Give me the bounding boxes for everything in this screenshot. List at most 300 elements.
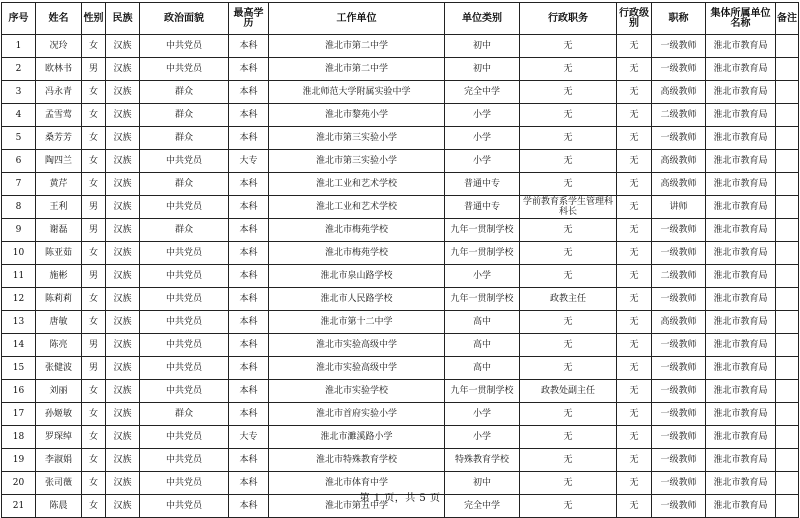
table-cell: 无 bbox=[520, 357, 617, 380]
table-row bbox=[2, 196, 799, 219]
table-cell: 无 bbox=[520, 403, 617, 426]
table-cell: 15 bbox=[2, 357, 36, 380]
table-cell: 淮北市教育局 bbox=[706, 334, 776, 357]
table-cell: 讲师 bbox=[652, 196, 706, 219]
table-cell: 李淑娟 bbox=[36, 449, 82, 472]
table-cell: 淮北市教育局 bbox=[706, 472, 776, 495]
table-cell: 汉族 bbox=[106, 35, 140, 58]
table-cell: 本科 bbox=[229, 104, 269, 127]
table-cell: 女 bbox=[82, 104, 106, 127]
table-cell: 汉族 bbox=[106, 127, 140, 150]
table-cell bbox=[776, 173, 799, 196]
table-cell: 中共党员 bbox=[140, 495, 229, 518]
table-cell: 淮北市教育局 bbox=[706, 196, 776, 219]
table-cell: 中共党员 bbox=[140, 449, 229, 472]
table-cell: 淮北市教育局 bbox=[706, 449, 776, 472]
table-cell: 无 bbox=[617, 35, 652, 58]
table-row bbox=[2, 242, 799, 265]
table-cell: 冯永青 bbox=[36, 81, 82, 104]
table-cell bbox=[776, 58, 799, 81]
table-header bbox=[2, 3, 799, 35]
table-cell bbox=[776, 288, 799, 311]
table-cell: 一级教师 bbox=[652, 127, 706, 150]
table-cell: 10 bbox=[2, 242, 36, 265]
table-cell: 无 bbox=[520, 242, 617, 265]
table-cell: 无 bbox=[520, 265, 617, 288]
table-cell: 汉族 bbox=[106, 81, 140, 104]
table-cell bbox=[776, 380, 799, 403]
column-header: 集体所属单位名称 bbox=[706, 3, 776, 35]
page-footer: 第 1 页，共 5 页 bbox=[359, 493, 441, 504]
table-cell: 普通中专 bbox=[445, 196, 520, 219]
table-cell: 男 bbox=[82, 196, 106, 219]
table-cell: 况玲 bbox=[36, 35, 82, 58]
table-cell: 女 bbox=[82, 150, 106, 173]
table-cell: 孟雪莺 bbox=[36, 104, 82, 127]
table-cell: 9 bbox=[2, 219, 36, 242]
table-cell: 唐敏 bbox=[36, 311, 82, 334]
table-cell: 汉族 bbox=[106, 150, 140, 173]
header-row bbox=[2, 3, 799, 35]
table-cell: 中共党员 bbox=[140, 334, 229, 357]
table-cell: 女 bbox=[82, 127, 106, 150]
table-cell: 汉族 bbox=[106, 426, 140, 449]
table-cell: 二级教师 bbox=[652, 265, 706, 288]
table-cell: 小学 bbox=[445, 265, 520, 288]
table-cell: 学前教育系学生管理科科长 bbox=[520, 196, 617, 219]
table-cell: 淮北市教育局 bbox=[706, 173, 776, 196]
table-cell: 本科 bbox=[229, 288, 269, 311]
table-cell: 汉族 bbox=[106, 334, 140, 357]
table-cell: 淮北市第五中学 bbox=[269, 495, 445, 518]
table-cell: 欧林书 bbox=[36, 58, 82, 81]
table-row bbox=[2, 104, 799, 127]
table-cell: 无 bbox=[617, 334, 652, 357]
table-cell: 一级教师 bbox=[652, 403, 706, 426]
table-cell bbox=[776, 334, 799, 357]
table-cell: 无 bbox=[617, 495, 652, 518]
table-cell: 陶四兰 bbox=[36, 150, 82, 173]
table-row bbox=[2, 58, 799, 81]
table-cell: 本科 bbox=[229, 380, 269, 403]
table-cell bbox=[776, 196, 799, 219]
table-cell: 女 bbox=[82, 173, 106, 196]
table-cell: 6 bbox=[2, 150, 36, 173]
table-cell bbox=[776, 242, 799, 265]
table-cell: 男 bbox=[82, 357, 106, 380]
table-cell: 高级教师 bbox=[652, 311, 706, 334]
table-cell: 无 bbox=[617, 311, 652, 334]
table-cell: 淮北市实验高级中学 bbox=[269, 334, 445, 357]
table-cell: 九年一贯制学校 bbox=[445, 380, 520, 403]
table-cell bbox=[776, 357, 799, 380]
table-cell: 无 bbox=[520, 58, 617, 81]
table-cell: 一级教师 bbox=[652, 35, 706, 58]
table-cell: 淮北市教育局 bbox=[706, 58, 776, 81]
table-cell: 本科 bbox=[229, 58, 269, 81]
table-cell: 本科 bbox=[229, 81, 269, 104]
table-cell: 王利 bbox=[36, 196, 82, 219]
table-cell: 淮北市人民路学校 bbox=[269, 288, 445, 311]
table-cell: 一级教师 bbox=[652, 449, 706, 472]
table-cell: 无 bbox=[617, 380, 652, 403]
table-cell: 九年一贯制学校 bbox=[445, 288, 520, 311]
table-cell: 本科 bbox=[229, 173, 269, 196]
table-cell: 一级教师 bbox=[652, 472, 706, 495]
table-cell: 一级教师 bbox=[652, 357, 706, 380]
table-cell: 一级教师 bbox=[652, 334, 706, 357]
table-row bbox=[2, 150, 799, 173]
table-cell: 汉族 bbox=[106, 357, 140, 380]
table-cell: 无 bbox=[617, 104, 652, 127]
table-row bbox=[2, 449, 799, 472]
table-cell bbox=[776, 426, 799, 449]
table-cell: 中共党员 bbox=[140, 265, 229, 288]
table-cell: 淮北市教育局 bbox=[706, 81, 776, 104]
table-cell bbox=[776, 104, 799, 127]
table-cell: 汉族 bbox=[106, 403, 140, 426]
table-cell: 淮北市教育局 bbox=[706, 242, 776, 265]
table-cell: 黄芹 bbox=[36, 173, 82, 196]
table-cell: 淮北市第二中学 bbox=[269, 35, 445, 58]
column-header: 行政职务 bbox=[520, 3, 617, 35]
table-cell: 女 bbox=[82, 495, 106, 518]
table-cell: 女 bbox=[82, 81, 106, 104]
table-cell: 陈莉莉 bbox=[36, 288, 82, 311]
table-cell: 无 bbox=[520, 472, 617, 495]
table-cell: 淮北市第三实验小学 bbox=[269, 127, 445, 150]
table-cell bbox=[776, 265, 799, 288]
table-cell: 小学 bbox=[445, 104, 520, 127]
table-cell: 淮北市教育局 bbox=[706, 127, 776, 150]
column-header: 性别 bbox=[82, 3, 106, 35]
column-header: 最高学历 bbox=[229, 3, 269, 35]
table-cell: 本科 bbox=[229, 472, 269, 495]
table-cell: 汉族 bbox=[106, 311, 140, 334]
table-cell: 高级教师 bbox=[652, 150, 706, 173]
table-cell: 群众 bbox=[140, 219, 229, 242]
table-cell: 汉族 bbox=[106, 242, 140, 265]
table-cell: 陈晨 bbox=[36, 495, 82, 518]
table-row bbox=[2, 426, 799, 449]
table-cell: 初中 bbox=[445, 35, 520, 58]
table-cell: 4 bbox=[2, 104, 36, 127]
table-cell: 淮北市黎苑小学 bbox=[269, 104, 445, 127]
table-cell: 淮北市体育中学 bbox=[269, 472, 445, 495]
table-cell: 淮北市教育局 bbox=[706, 288, 776, 311]
table-cell: 5 bbox=[2, 127, 36, 150]
table-cell: 本科 bbox=[229, 357, 269, 380]
table-cell: 群众 bbox=[140, 403, 229, 426]
table-cell: 本科 bbox=[229, 35, 269, 58]
table-cell: 8 bbox=[2, 196, 36, 219]
table-cell: 中共党员 bbox=[140, 288, 229, 311]
table-cell: 淮北市教育局 bbox=[706, 495, 776, 518]
roster-sheet bbox=[1, 2, 798, 518]
table-cell: 无 bbox=[617, 173, 652, 196]
table-cell: 淮北市教育局 bbox=[706, 265, 776, 288]
table-cell: 18 bbox=[2, 426, 36, 449]
table-cell: 小学 bbox=[445, 403, 520, 426]
table-cell: 无 bbox=[617, 265, 652, 288]
table-cell: 20 bbox=[2, 472, 36, 495]
table-cell: 张司薇 bbox=[36, 472, 82, 495]
table-cell: 无 bbox=[617, 288, 652, 311]
table-row bbox=[2, 380, 799, 403]
table-cell: 7 bbox=[2, 173, 36, 196]
table-cell: 淮北市教育局 bbox=[706, 35, 776, 58]
table-cell: 无 bbox=[617, 81, 652, 104]
table-cell: 完全中学 bbox=[445, 81, 520, 104]
table-cell: 淮北市实验高级中学 bbox=[269, 357, 445, 380]
table-body bbox=[2, 35, 799, 518]
table-cell: 淮北市泉山路学校 bbox=[269, 265, 445, 288]
table-cell: 中共党员 bbox=[140, 58, 229, 81]
table-cell: 男 bbox=[82, 219, 106, 242]
table-cell: 无 bbox=[617, 150, 652, 173]
table-cell: 本科 bbox=[229, 495, 269, 518]
table-cell: 汉族 bbox=[106, 288, 140, 311]
table-cell: 女 bbox=[82, 426, 106, 449]
table-cell: 女 bbox=[82, 242, 106, 265]
table-cell: 小学 bbox=[445, 426, 520, 449]
table-cell: 无 bbox=[520, 173, 617, 196]
table-cell: 汉族 bbox=[106, 219, 140, 242]
table-cell: 特殊教育学校 bbox=[445, 449, 520, 472]
table-cell: 大专 bbox=[229, 150, 269, 173]
table-cell: 无 bbox=[617, 58, 652, 81]
table-cell: 无 bbox=[520, 219, 617, 242]
table-cell: 2 bbox=[2, 58, 36, 81]
table-cell: 淮北市教育局 bbox=[706, 311, 776, 334]
table-cell: 中共党员 bbox=[140, 150, 229, 173]
table-cell: 九年一贯制学校 bbox=[445, 242, 520, 265]
table-cell: 13 bbox=[2, 311, 36, 334]
table-cell: 桑芳芳 bbox=[36, 127, 82, 150]
table-cell: 九年一贯制学校 bbox=[445, 219, 520, 242]
table-cell: 普通中专 bbox=[445, 173, 520, 196]
table-row bbox=[2, 81, 799, 104]
table-cell: 19 bbox=[2, 449, 36, 472]
table-cell bbox=[776, 127, 799, 150]
table-cell: 一级教师 bbox=[652, 495, 706, 518]
table-cell: 高中 bbox=[445, 311, 520, 334]
table-cell: 小学 bbox=[445, 150, 520, 173]
column-header: 姓名 bbox=[36, 3, 82, 35]
table-cell: 孙姬敏 bbox=[36, 403, 82, 426]
table-row bbox=[2, 265, 799, 288]
table-cell: 中共党员 bbox=[140, 311, 229, 334]
table-row bbox=[2, 357, 799, 380]
table-cell: 中共党员 bbox=[140, 357, 229, 380]
table-row bbox=[2, 35, 799, 58]
table-cell: 张健波 bbox=[36, 357, 82, 380]
table-cell: 无 bbox=[617, 449, 652, 472]
table-cell: 男 bbox=[82, 265, 106, 288]
table-cell: 一级教师 bbox=[652, 288, 706, 311]
table-cell: 无 bbox=[617, 357, 652, 380]
table-cell: 淮北师范大学附属实验中学 bbox=[269, 81, 445, 104]
table-cell: 完全中学 bbox=[445, 495, 520, 518]
table-cell: 16 bbox=[2, 380, 36, 403]
table-cell: 女 bbox=[82, 472, 106, 495]
table-cell: 一级教师 bbox=[652, 380, 706, 403]
column-header: 单位类别 bbox=[445, 3, 520, 35]
table-cell: 女 bbox=[82, 449, 106, 472]
table-cell: 高中 bbox=[445, 334, 520, 357]
table-cell: 淮北工业和艺术学校 bbox=[269, 173, 445, 196]
column-header: 工作单位 bbox=[269, 3, 445, 35]
table-cell: 无 bbox=[520, 81, 617, 104]
table-cell: 中共党员 bbox=[140, 242, 229, 265]
table-cell: 中共党员 bbox=[140, 35, 229, 58]
table-cell: 汉族 bbox=[106, 449, 140, 472]
table-cell: 二级教师 bbox=[652, 104, 706, 127]
table-cell bbox=[776, 35, 799, 58]
table-row bbox=[2, 173, 799, 196]
table-cell: 淮北市梅苑学校 bbox=[269, 219, 445, 242]
table-row bbox=[2, 288, 799, 311]
table-cell: 14 bbox=[2, 334, 36, 357]
table-cell: 淮北市第十二中学 bbox=[269, 311, 445, 334]
table-row bbox=[2, 403, 799, 426]
table-cell: 本科 bbox=[229, 242, 269, 265]
table-cell: 中共党员 bbox=[140, 426, 229, 449]
table-cell: 本科 bbox=[229, 334, 269, 357]
table-cell: 一级教师 bbox=[652, 242, 706, 265]
table-cell: 女 bbox=[82, 380, 106, 403]
table-cell: 本科 bbox=[229, 127, 269, 150]
table-cell: 政教处副主任 bbox=[520, 380, 617, 403]
column-header: 行政级别 bbox=[617, 3, 652, 35]
table-cell: 初中 bbox=[445, 472, 520, 495]
table-cell: 群众 bbox=[140, 127, 229, 150]
column-header: 政治面貌 bbox=[140, 3, 229, 35]
table-cell: 女 bbox=[82, 35, 106, 58]
table-cell: 淮北市教育局 bbox=[706, 403, 776, 426]
table-cell: 淮北市首府实验小学 bbox=[269, 403, 445, 426]
table-cell: 21 bbox=[2, 495, 36, 518]
table-cell: 3 bbox=[2, 81, 36, 104]
table-cell: 淮北市实验学校 bbox=[269, 380, 445, 403]
table-cell: 汉族 bbox=[106, 380, 140, 403]
table-cell: 汉族 bbox=[106, 104, 140, 127]
table-cell: 高中 bbox=[445, 357, 520, 380]
table-cell: 淮北市梅苑学校 bbox=[269, 242, 445, 265]
column-header: 序号 bbox=[2, 3, 36, 35]
table-cell: 大专 bbox=[229, 426, 269, 449]
table-cell: 淮北市教育局 bbox=[706, 357, 776, 380]
table-cell: 女 bbox=[82, 311, 106, 334]
table-cell: 无 bbox=[520, 35, 617, 58]
table-cell: 无 bbox=[617, 127, 652, 150]
table-cell: 汉族 bbox=[106, 265, 140, 288]
table-cell: 淮北工业和艺术学校 bbox=[269, 196, 445, 219]
table-row bbox=[2, 311, 799, 334]
table-cell: 本科 bbox=[229, 449, 269, 472]
table-cell: 无 bbox=[520, 127, 617, 150]
table-cell: 无 bbox=[617, 196, 652, 219]
table-cell: 汉族 bbox=[106, 495, 140, 518]
table-cell: 淮北市教育局 bbox=[706, 426, 776, 449]
table-cell: 本科 bbox=[229, 311, 269, 334]
table-cell: 汉族 bbox=[106, 472, 140, 495]
table-cell bbox=[776, 449, 799, 472]
table-cell: 中共党员 bbox=[140, 380, 229, 403]
table-cell: 群众 bbox=[140, 104, 229, 127]
table-cell: 中共党员 bbox=[140, 472, 229, 495]
table-cell: 汉族 bbox=[106, 196, 140, 219]
table-cell: 本科 bbox=[229, 265, 269, 288]
table-cell: 谢磊 bbox=[36, 219, 82, 242]
table-cell: 女 bbox=[82, 403, 106, 426]
table-cell: 政教主任 bbox=[520, 288, 617, 311]
table-cell: 中共党员 bbox=[140, 196, 229, 219]
table-cell: 淮北市教育局 bbox=[706, 150, 776, 173]
table-cell: 淮北市教育局 bbox=[706, 104, 776, 127]
table-cell: 12 bbox=[2, 288, 36, 311]
table-cell: 本科 bbox=[229, 403, 269, 426]
table-cell bbox=[776, 81, 799, 104]
column-header: 备注 bbox=[776, 3, 799, 35]
table-cell: 无 bbox=[617, 426, 652, 449]
table-cell: 女 bbox=[82, 288, 106, 311]
table-cell: 初中 bbox=[445, 58, 520, 81]
table-cell: 汉族 bbox=[106, 173, 140, 196]
table-cell: 无 bbox=[520, 150, 617, 173]
table-cell: 陈亮 bbox=[36, 334, 82, 357]
table-cell: 高级教师 bbox=[652, 173, 706, 196]
table-cell: 本科 bbox=[229, 219, 269, 242]
table-cell: 淮北市第三实验小学 bbox=[269, 150, 445, 173]
table-cell: 无 bbox=[520, 104, 617, 127]
table-cell: 一级教师 bbox=[652, 58, 706, 81]
table-cell: 男 bbox=[82, 58, 106, 81]
table-cell: 一级教师 bbox=[652, 426, 706, 449]
table-cell bbox=[776, 219, 799, 242]
table-cell: 罗琛绰 bbox=[36, 426, 82, 449]
table-cell: 淮北市特殊教育学校 bbox=[269, 449, 445, 472]
table-cell: 11 bbox=[2, 265, 36, 288]
table-cell: 本科 bbox=[229, 196, 269, 219]
table-cell: 一级教师 bbox=[652, 219, 706, 242]
table-cell: 男 bbox=[82, 334, 106, 357]
table-cell: 小学 bbox=[445, 127, 520, 150]
table-cell: 淮北市第二中学 bbox=[269, 58, 445, 81]
table-cell: 施彬 bbox=[36, 265, 82, 288]
table-cell: 群众 bbox=[140, 173, 229, 196]
table-cell: 1 bbox=[2, 35, 36, 58]
table-cell: 无 bbox=[617, 403, 652, 426]
table-cell: 淮北市濉溪路小学 bbox=[269, 426, 445, 449]
column-header: 民族 bbox=[106, 3, 140, 35]
table-cell: 无 bbox=[520, 449, 617, 472]
table-cell: 群众 bbox=[140, 81, 229, 104]
table-cell: 淮北市教育局 bbox=[706, 380, 776, 403]
table-cell: 无 bbox=[520, 334, 617, 357]
table-row bbox=[2, 334, 799, 357]
table-row bbox=[2, 219, 799, 242]
table-cell: 无 bbox=[617, 472, 652, 495]
table-cell: 高级教师 bbox=[652, 81, 706, 104]
table-cell bbox=[776, 403, 799, 426]
table-cell bbox=[776, 311, 799, 334]
table-row bbox=[2, 127, 799, 150]
table-cell: 无 bbox=[617, 219, 652, 242]
staff-table bbox=[1, 2, 799, 518]
table-cell: 陈亚茹 bbox=[36, 242, 82, 265]
table-cell: 刘丽 bbox=[36, 380, 82, 403]
